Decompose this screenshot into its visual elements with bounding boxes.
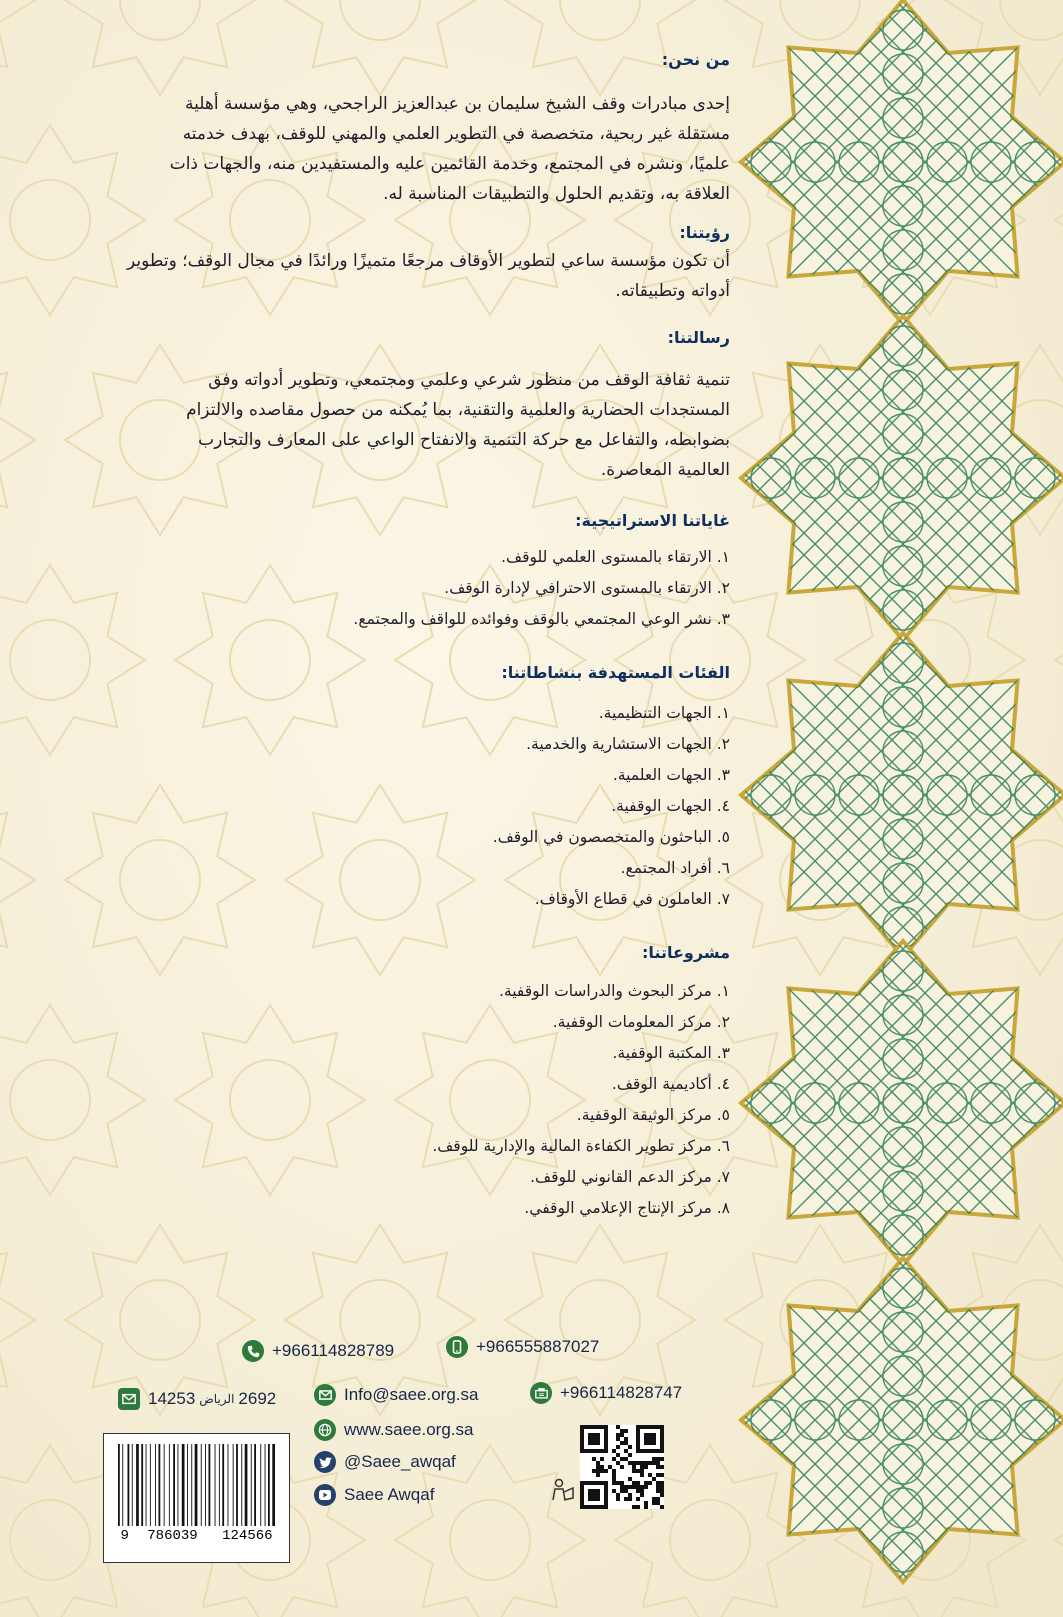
barcode-bar	[150, 1444, 151, 1526]
barcode-bar	[173, 1444, 175, 1526]
project-item: ٦. مركز تطوير الكفاءة المالية والإدارية للوقف.	[432, 1137, 730, 1155]
youtube-row[interactable]	[314, 1484, 434, 1506]
barcode-bar	[209, 1444, 211, 1526]
barcode-bar	[136, 1444, 139, 1526]
project-item: ٣. المكتبة الوقفية.	[612, 1044, 730, 1062]
about-line: العلاقة به، وتقديم الحلول والتطبيقات المناسبة له.	[383, 184, 730, 204]
barcode-bar	[215, 1444, 216, 1526]
barcode-bar	[169, 1444, 170, 1526]
barcode-bar	[182, 1444, 185, 1526]
audience-item: ٥. الباحثون والمتخصصون في الوقف.	[492, 828, 730, 846]
audience-item: ٧. العاملون في قطاع الأوقاف.	[534, 890, 730, 908]
mission-line: العالمية المعاصرة.	[600, 460, 730, 480]
barcode-bar	[132, 1444, 133, 1526]
barcode-bar	[265, 1444, 266, 1526]
audience-item: ٤. الجهات الوقفية.	[611, 797, 730, 815]
mission-line: بضوابطه، والتفاعل مع حركة التنمية والانفتاح الواعي على المعارف والتجارب	[198, 430, 730, 450]
twitter-row[interactable]	[314, 1451, 456, 1473]
barcode-bar	[272, 1444, 275, 1526]
barcode-bar	[260, 1444, 261, 1526]
barcode-bar	[195, 1444, 198, 1526]
mobile-number: +966555887027	[476, 1337, 600, 1356]
barcode-bar	[241, 1444, 242, 1526]
vision-line: أدواته وتطبيقاته.	[615, 281, 730, 301]
barcode-bar	[219, 1444, 220, 1526]
goal-item: ٢. الارتقاء بالمستوى الاحترافي لإدارة الوقف.	[444, 579, 730, 597]
twitter-handle: @Saee_awqaf	[344, 1452, 456, 1471]
barcode-bar	[178, 1444, 179, 1526]
isbn-first-digit: 9	[120, 1528, 129, 1544]
isbn-group-2: 124566	[222, 1528, 273, 1544]
mailbox-number: 2692	[238, 1389, 277, 1408]
fax-icon	[530, 1382, 552, 1404]
mission-line: المستجدات الحضارية والعلمية والتقنية، بما يُمكنه من حصول مقاصده والالتزام	[186, 400, 730, 420]
twitter-icon	[314, 1451, 336, 1473]
audience-item: ١. الجهات التنظيمية.	[598, 704, 730, 722]
barcode-bar	[201, 1444, 202, 1526]
phone-icon	[242, 1340, 264, 1362]
qr-code	[580, 1425, 664, 1509]
mission-title: رسالتنا:	[667, 328, 730, 347]
mobile-phone-icon	[446, 1336, 468, 1358]
barcode-bar	[222, 1444, 224, 1526]
project-item: ٨. مركز الإنتاج الإعلامي الوقفي.	[524, 1199, 730, 1217]
barcode-bar	[141, 1444, 143, 1526]
audiences-title: الفئات المستهدفة بنشاطاتنا:	[501, 663, 730, 682]
barcode-bar	[155, 1444, 156, 1526]
project-item: ١. مركز البحوث والدراسات الوقفية.	[498, 982, 730, 1000]
barcode-bar	[191, 1444, 192, 1526]
about-line: إحدى مبادرات وقف الشيخ سليمان بن عبدالعزيز الراجحي، وهي مؤسسة أهلية	[185, 94, 730, 114]
mailbox-icon	[118, 1388, 140, 1410]
vision-title: رؤيتنا:	[679, 223, 730, 242]
globe-icon	[314, 1419, 336, 1441]
isbn-barcode	[103, 1433, 290, 1563]
project-item: ٧. مركز الدعم القانوني للوقف.	[530, 1168, 730, 1186]
fax-number: +966114828747	[560, 1383, 683, 1402]
mailbox-city: الرياض	[199, 1392, 235, 1406]
goal-item: ١. الارتقاء بالمستوى العلمي للوقف.	[501, 548, 730, 566]
barcode-bar	[228, 1444, 229, 1526]
project-item: ٢. مركز المعلومات الوقفية.	[552, 1013, 730, 1031]
audience-item: ٣. الجهات العلمية.	[612, 766, 730, 784]
phone-number: +966114828789	[272, 1341, 395, 1360]
about-line: مستقلة غير ربحية، متخصصة في التطوير العلمي والمهني للوقف، بهدف خدمته	[182, 124, 730, 144]
email-icon	[314, 1384, 336, 1406]
barcode-bar	[268, 1444, 270, 1526]
barcode-bar	[233, 1444, 234, 1526]
mailbox-code: 14253	[148, 1389, 196, 1408]
website-row[interactable]	[314, 1419, 473, 1441]
barcode-bar	[164, 1444, 165, 1526]
barcode-bar	[159, 1444, 161, 1526]
barcode-bar	[251, 1444, 252, 1526]
about-title: من نحن:	[661, 50, 730, 69]
youtube-channel: Saee Awqaf	[344, 1485, 435, 1504]
isbn-number	[104, 1528, 289, 1544]
mission-line: تنمية ثقافة الوقف من منظور شرعي وعلمي ومجتمعي، وتطوير أدواته وفق	[208, 370, 730, 390]
email-address: Info@saee.org.sa	[344, 1385, 479, 1404]
barcode-bar	[187, 1444, 188, 1526]
barcode-bars	[116, 1444, 277, 1526]
mobile-row[interactable]	[446, 1336, 599, 1358]
project-item: ٤. أكاديمية الوقف.	[611, 1075, 730, 1093]
fax-row	[530, 1382, 682, 1404]
goals-title: غاياتنا الاستراتيجية:	[575, 511, 730, 530]
barcode-bar	[146, 1444, 147, 1526]
about-line: علميًا، ونشره في المجتمع، وخدمة القائمين عليه والمستفيدين منه، والجهات ذات	[169, 154, 730, 174]
goal-item: ٣. نشر الوعي المجتمعي بالوقف وفوائده للواقف والمجتمع.	[353, 610, 730, 628]
isbn-group-1: 786039	[147, 1528, 198, 1544]
email-row[interactable]	[314, 1384, 478, 1406]
barcode-bar	[236, 1444, 238, 1526]
barcode-bar	[122, 1444, 123, 1526]
barcode-bar	[245, 1444, 248, 1526]
audience-item: ٦. أفراد المجتمع.	[620, 859, 730, 877]
audience-item: ٢. الجهات الاستشارية والخدمية.	[526, 735, 730, 753]
project-item: ٥. مركز الوثيقة الوقفية.	[576, 1106, 730, 1124]
barcode-bar	[205, 1444, 206, 1526]
vision-line: أن تكون مؤسسة ساعي لتطوير الأوقاف مرجعًا متميزًا ورائدًا في مجال الوقف؛ وتطوير	[127, 251, 730, 271]
reading-person-icon	[550, 1478, 576, 1502]
mailbox-row	[118, 1388, 276, 1410]
website-url: www.saee.org.sa	[344, 1420, 474, 1439]
barcode-bar	[118, 1444, 120, 1526]
phone-row[interactable]	[242, 1340, 394, 1362]
barcode-bar	[254, 1444, 256, 1526]
barcode-bar	[128, 1444, 130, 1526]
youtube-icon	[314, 1484, 336, 1506]
projects-title: مشروعاتنا:	[642, 943, 730, 962]
